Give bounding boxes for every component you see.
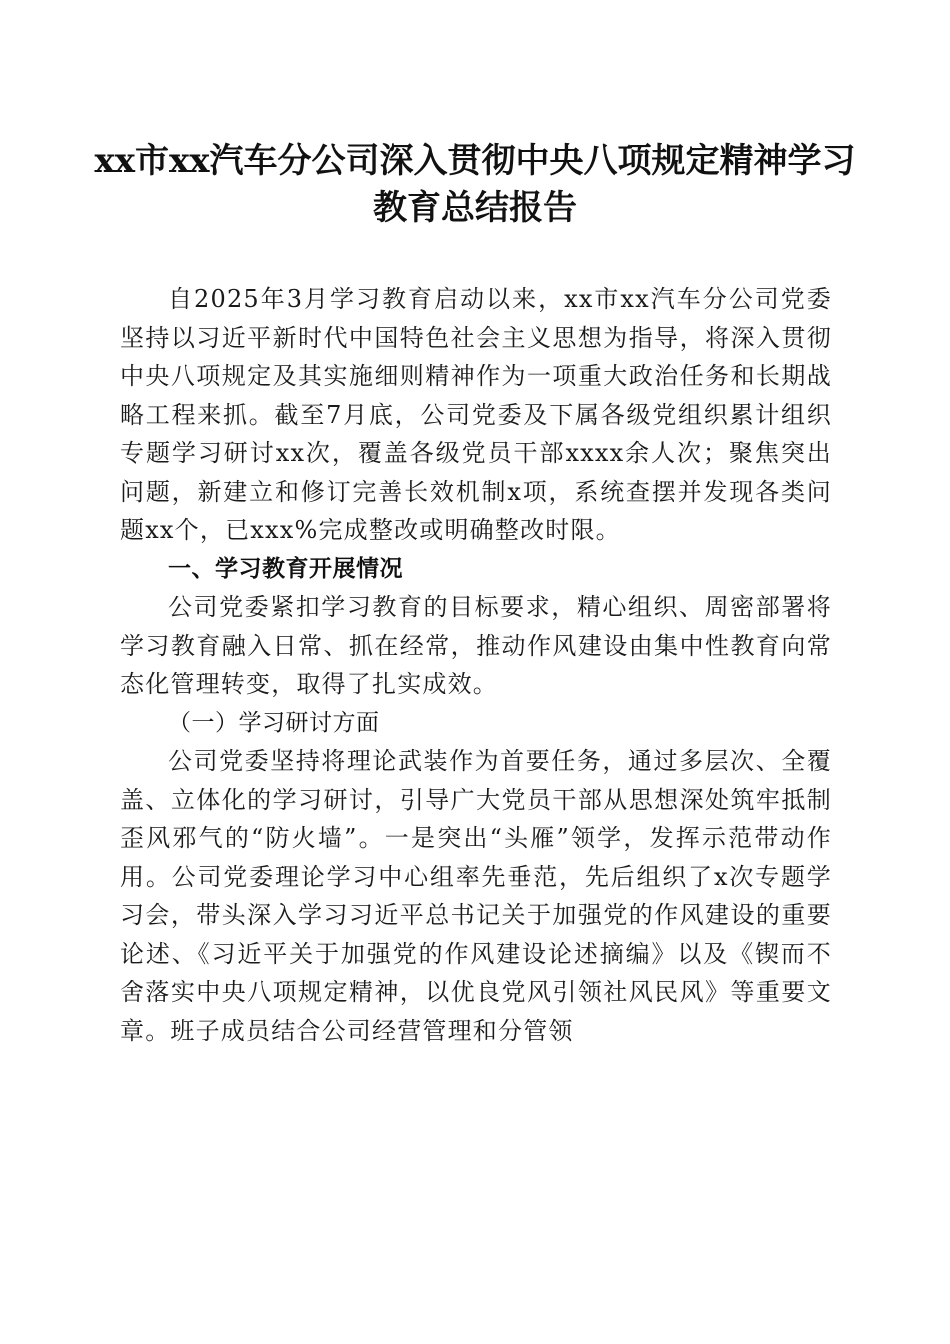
document-title: xx市xx汽车分公司深入贯彻中央八项规定精神学习教育总结报告 [94,141,856,228]
subsection-heading: （一）学习研讨方面 [168,709,380,736]
subsection-paragraph: 公司党委坚持将理论武装作为首要任务，通过多层次、全覆盖、立体化的学习研讨，引导广大党员干部从思想深处筑牢抵制歪风邪气的“防火墙”。一是突出“头雁”领学，发挥示范带动作用。公司党委理论学习中心组率先垂范，先后组织了x次专题学习会，带头深入学习习近平总书记关于加强党的作风建设的重要论述、《习近平关于加强党的作风建设论述摘编》以及《锲而不舍落实中央八项规定精神，以优良党风引领社风民风》等重要文章。班子成员结合公司经营管理和分管领 [120,747,832,1045]
section-paragraph: 公司党委紧扣学习教育的目标要求，精心组织、周密部署将学习教育融入日常、抓在经常，推动作风建设由集中性教育向常态化管理转变，取得了扎实成效。 [120,593,832,698]
document-body [120,280,832,1050]
intro-paragraph: 自2025年3月学习教育启动以来，xx市xx汽车分公司党委坚持以习近平新时代中国特色社会主义思想为指导，将深入贯彻中央八项规定及其实施细则精神作为一项重大政治任务和长期战略工程来抓。截至7月底，公司党委及下属各级党组织累计组织专题学习研讨xx次，覆盖各级党员干部xxxx余人次；聚焦突出问题，新建立和修订完善长效机制x项，系统查摆并发现各类问题xx个，已xxx%完成整改或明确整改时限。 [120,285,832,544]
section-heading: 一、学习教育开展情况 [168,555,403,582]
